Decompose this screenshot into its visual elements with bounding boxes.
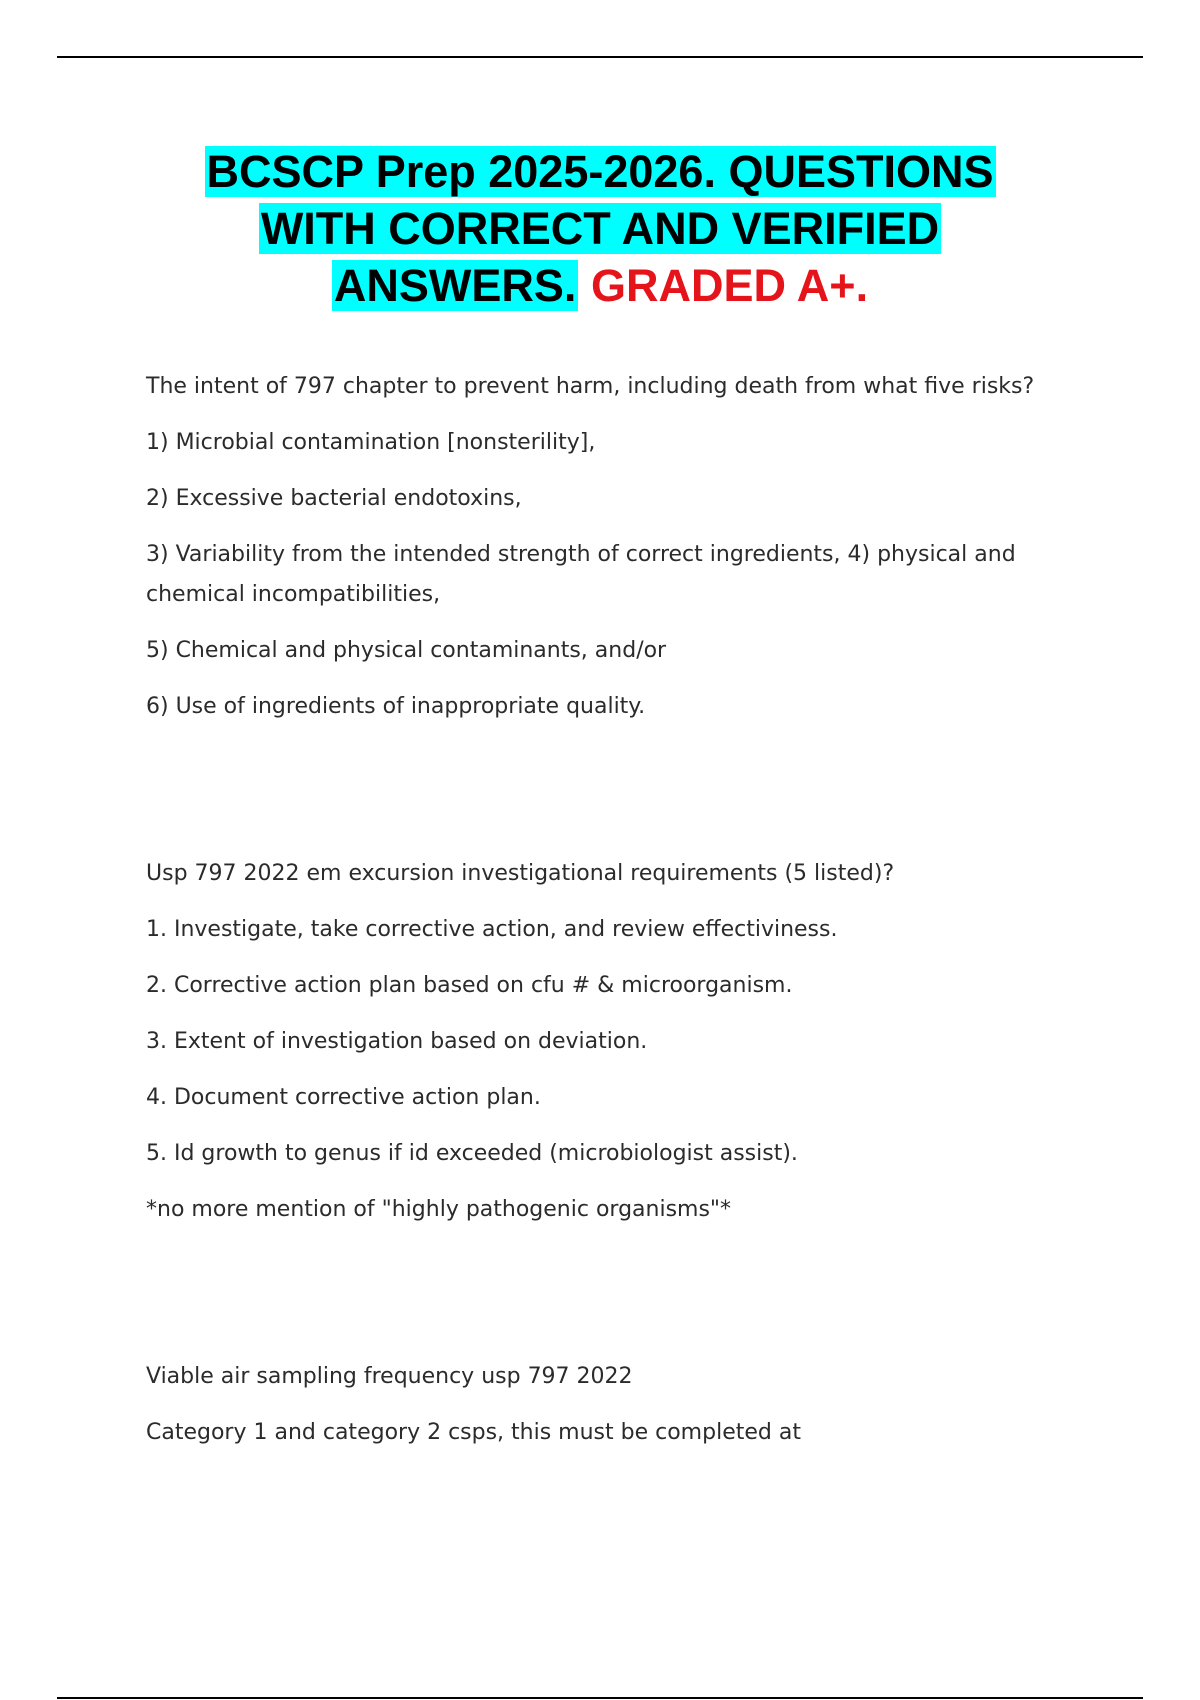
- answer-2-note: *no more mention of "highly pathogenic organisms"*: [146, 1197, 732, 1222]
- graded-label: GRADED A+.: [590, 260, 869, 311]
- answer-1-4: 5) Chemical and physical contaminants, and/or: [146, 638, 667, 663]
- answer-2-1: 1. Investigate, take corrective action, and review effectiviness.: [146, 917, 838, 942]
- title-line-3: ANSWERS.: [333, 260, 577, 311]
- question-3: Viable air sampling frequency usp 797 2022: [146, 1364, 633, 1389]
- answer-2-3: 3. Extent of investigation based on deviation.: [146, 1029, 648, 1054]
- answer-1-1: 1) Microbial contamination [nonsterility],: [146, 430, 596, 455]
- title-line-1: BCSCP Prep 2025-2026. QUESTIONS: [206, 146, 994, 197]
- answer-2-5: 5. Id growth to genus if id exceeded (microbiologist assist).: [146, 1141, 798, 1166]
- bottom-rule: [57, 1697, 1143, 1699]
- document-title: [60, 143, 1140, 314]
- answer-1-3: 3) Variability from the intended strength of correct ingredients, 4) physical and chemical incompatibilities,: [146, 542, 1016, 607]
- question-1: The intent of 797 chapter to prevent harm, including death from what five risks?: [146, 374, 1035, 399]
- question-2: Usp 797 2022 em excursion investigational requirements (5 listed)?: [146, 861, 895, 886]
- answer-1-2: 2) Excessive bacterial endotoxins,: [146, 486, 522, 511]
- answer-2-4: 4. Document corrective action plan.: [146, 1085, 541, 1110]
- top-rule: [57, 56, 1143, 58]
- answer-2-2: 2. Corrective action plan based on cfu # & microorganism.: [146, 973, 793, 998]
- answer-1-5: 6) Use of ingredients of inappropriate quality.: [146, 694, 646, 719]
- answer-3-1: Category 1 and category 2 csps, this must be completed at: [146, 1420, 801, 1445]
- title-line-2: WITH CORRECT AND VERIFIED: [260, 203, 940, 254]
